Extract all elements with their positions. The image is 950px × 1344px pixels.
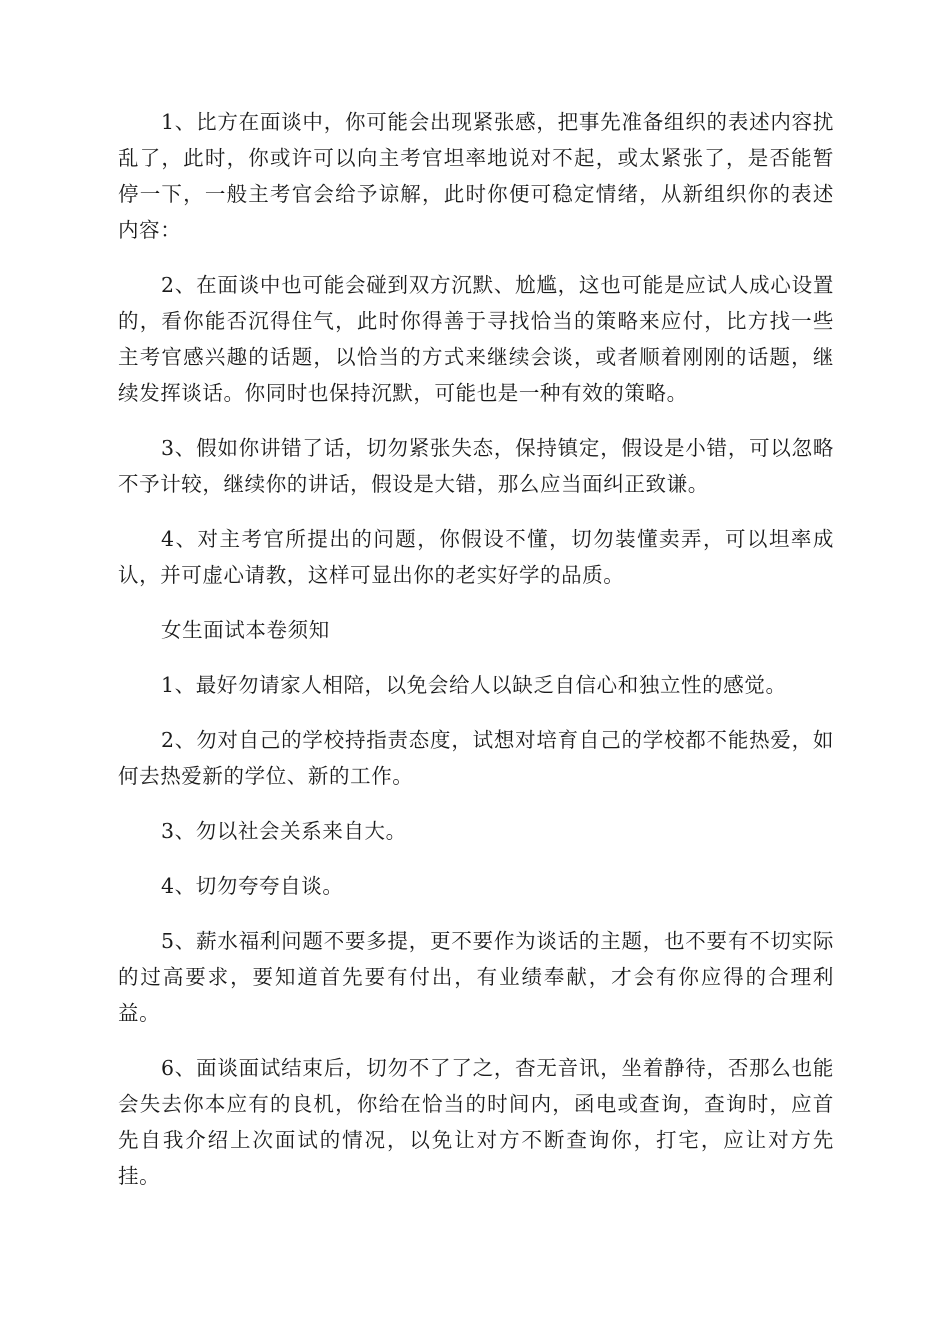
paragraph-tip-boasting: 4、切勿夸夸自谈。 <box>161 874 344 898</box>
paragraph-interview-unknown-questions: 4、对主考官所提出的问题，你假设不懂，切勿装懂卖弄，可以坦率成认，并可虚心请教，这样可显出你的老实好学的品质。 <box>118 527 834 587</box>
paragraph-tip-school: 2、勿对自己的学校持指责态度，试想对培育自己的学校都不能热爱，如何去热爱新的学位、新的工作。 <box>118 728 834 788</box>
paragraph-tip-connections: 3、勿以社会关系来自大。 <box>161 819 407 843</box>
document-body <box>118 104 834 1213</box>
paragraph-interview-nervousness: 1、比方在面谈中，你可能会出现紧张感，把事先准备组织的表述内容扰乱了，此时，你或许可以向主考官坦率地说对不起，或太紧张了，是否能暂停一下，一般主考官会给予谅解，此时你便可稳定情绪，从新组织你的表述内容： <box>118 110 834 242</box>
section-heading: 女生面试本卷须知 <box>161 618 330 642</box>
paragraph-interview-mistakes: 3、假如你讲错了话，切勿紧张失态，保持镇定，假设是小错，可以忽略不予计较，继续你的讲话，假设是大错，那么应当面纠正致谦。 <box>118 436 834 496</box>
paragraph-interview-silence: 2、在面谈中也可能会碰到双方沉默、尬尴，这也可能是应试人成心设置的，看你能否沉得住气，此时你得善于寻找恰当的策略来应付，比方找一些主考官感兴趣的话题，以恰当的方式来继续会谈，或者顺着刚刚的话题，继续发挥谈话。你同时也保持沉默，可能也是一种有效的策略。 <box>118 273 834 405</box>
paragraph-tip-salary: 5、薪水福利问题不要多提，更不要作为谈话的主题，也不要有不切实际的过高要求，要知道首先要有付出，有业绩奉献，才会有你应得的合理利益。 <box>118 929 834 1025</box>
paragraph-tip-followup: 6、面谈面试结束后，切勿不了了之，杳无音讯，坐着静待，否那么也能会失去你本应有的良机，你给在恰当的时间内，函电或查询，查询时，应首先自我介绍上次面试的情况，以免让对方不断查询你，打宅，应让对方先挂。 <box>118 1056 834 1188</box>
paragraph-tip-family: 1、最好勿请家人相陪，以免会给人以缺乏自信心和独立性的感觉。 <box>161 673 787 697</box>
